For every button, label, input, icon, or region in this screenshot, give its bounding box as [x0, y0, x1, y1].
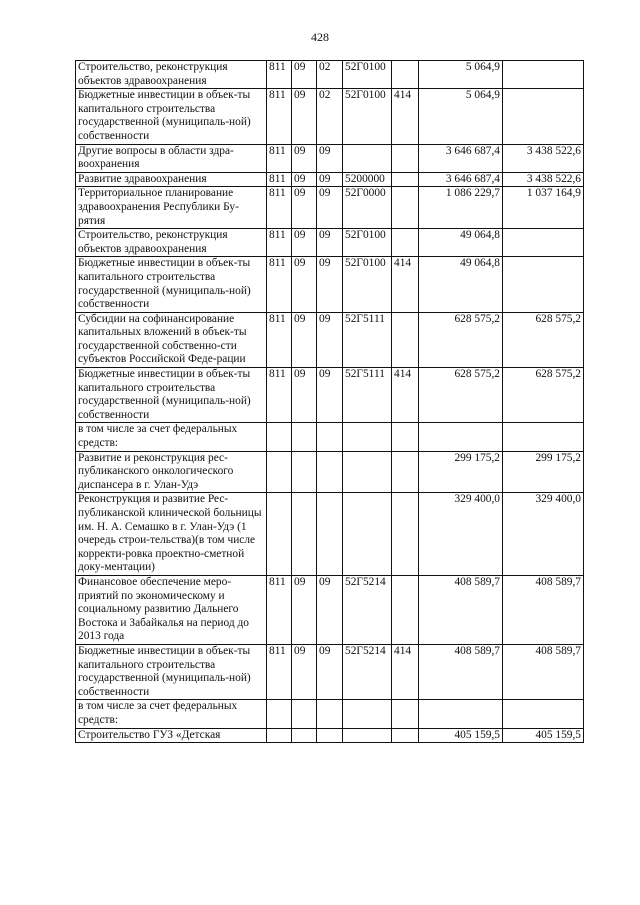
table-row	[76, 700, 584, 728]
row-code-target: 52Г5214	[343, 644, 392, 699]
row-code-section: 09	[292, 229, 317, 257]
row-name: Строительство, реконструкция объектов здравоохранения	[76, 229, 267, 257]
row-code-ministry	[267, 700, 292, 728]
row-code-target: 52Г0100	[343, 89, 392, 144]
row-code-section	[292, 728, 317, 743]
row-code-subsection: 09	[317, 368, 343, 423]
row-code-target	[343, 700, 392, 728]
table-row	[76, 644, 584, 699]
table-row	[76, 368, 584, 423]
row-code-section	[292, 451, 317, 493]
row-code-subsection	[317, 493, 343, 576]
row-code-type: 414	[392, 368, 419, 423]
row-code-section: 09	[292, 144, 317, 172]
row-code-type	[392, 61, 419, 89]
row-code-ministry: 811	[267, 172, 292, 187]
row-code-target: 5200000	[343, 172, 392, 187]
row-value-year1: 408 589,7	[419, 575, 503, 644]
row-code-subsection: 09	[317, 644, 343, 699]
row-code-section	[292, 700, 317, 728]
row-value-year2	[503, 89, 584, 144]
row-code-type	[392, 312, 419, 367]
table-row	[76, 575, 584, 644]
row-code-type	[392, 575, 419, 644]
table-row	[76, 451, 584, 493]
row-value-year1: 5 064,9	[419, 89, 503, 144]
row-code-subsection: 09	[317, 172, 343, 187]
row-code-ministry: 811	[267, 312, 292, 367]
row-code-ministry	[267, 451, 292, 493]
row-code-target: 52Г5111	[343, 312, 392, 367]
row-value-year2: 3 438 522,6	[503, 172, 584, 187]
row-name: Бюджетные инвестиции в объек-ты капитального строительства государственной (муниципаль-ной) собственности	[76, 644, 267, 699]
row-code-ministry: 811	[267, 89, 292, 144]
row-value-year1: 628 575,2	[419, 312, 503, 367]
row-code-ministry: 811	[267, 644, 292, 699]
row-code-subsection: 09	[317, 144, 343, 172]
row-value-year2: 3 438 522,6	[503, 144, 584, 172]
row-code-target: 52Г0100	[343, 61, 392, 89]
row-value-year2	[503, 229, 584, 257]
table-row	[76, 728, 584, 743]
row-value-year2	[503, 257, 584, 312]
row-name: Другие вопросы в области здра-воохранения	[76, 144, 267, 172]
table-row	[76, 61, 584, 89]
row-value-year2	[503, 700, 584, 728]
row-value-year1: 5 064,9	[419, 61, 503, 89]
row-code-target	[343, 728, 392, 743]
row-code-subsection: 09	[317, 312, 343, 367]
row-value-year1: 299 175,2	[419, 451, 503, 493]
budget-table	[75, 60, 584, 743]
row-value-year1: 1 086 229,7	[419, 187, 503, 229]
row-code-section: 09	[292, 61, 317, 89]
row-code-type	[392, 451, 419, 493]
row-code-subsection	[317, 451, 343, 493]
row-code-type: 414	[392, 257, 419, 312]
row-code-type	[392, 172, 419, 187]
row-code-ministry: 811	[267, 61, 292, 89]
row-value-year2	[503, 61, 584, 89]
row-value-year2: 405 159,5	[503, 728, 584, 743]
row-name: Бюджетные инвестиции в объек-ты капитального строительства государственной (муниципаль-ной) собственности	[76, 257, 267, 312]
row-name: в том числе за счет федеральных средств:	[76, 700, 267, 728]
page-number: 428	[311, 30, 329, 44]
row-code-ministry	[267, 493, 292, 576]
table-row	[76, 312, 584, 367]
row-value-year2: 408 589,7	[503, 644, 584, 699]
row-code-target: 52Г0100	[343, 229, 392, 257]
table-row	[76, 89, 584, 144]
row-name: Бюджетные инвестиции в объек-ты капитального строительства государственной (муниципаль-ной) собственности	[76, 368, 267, 423]
row-name: Развитие здравоохранения	[76, 172, 267, 187]
row-value-year1: 3 646 687,4	[419, 172, 503, 187]
row-code-ministry: 811	[267, 368, 292, 423]
row-name: Реконструкция и развитие Рес-публиканской клинической больницы им. Н. А. Семашко в г. Улан-Удэ (1 очередь строи-тельства)(в том числе корректи-ровка проектно-сметной доку-ментации)	[76, 493, 267, 576]
row-code-type: 414	[392, 644, 419, 699]
row-code-subsection	[317, 423, 343, 451]
row-value-year1: 408 589,7	[419, 644, 503, 699]
row-code-type	[392, 187, 419, 229]
row-value-year1	[419, 423, 503, 451]
row-value-year2: 1 037 164,9	[503, 187, 584, 229]
row-code-section: 09	[292, 89, 317, 144]
table-row	[76, 229, 584, 257]
row-code-section	[292, 493, 317, 576]
row-code-section: 09	[292, 368, 317, 423]
row-code-subsection	[317, 728, 343, 743]
row-code-type: 414	[392, 89, 419, 144]
row-code-type	[392, 728, 419, 743]
row-code-section	[292, 423, 317, 451]
row-code-target	[343, 451, 392, 493]
row-code-target	[343, 423, 392, 451]
row-code-type	[392, 229, 419, 257]
row-code-section: 09	[292, 187, 317, 229]
row-code-type	[392, 423, 419, 451]
row-code-ministry: 811	[267, 229, 292, 257]
row-name: в том числе за счет федеральных средств:	[76, 423, 267, 451]
row-code-target: 52Г0100	[343, 257, 392, 312]
row-value-year2: 329 400,0	[503, 493, 584, 576]
row-code-ministry	[267, 423, 292, 451]
row-name: Развитие и реконструкция рес-публиканского онкологического диспансера в г. Улан-Удэ	[76, 451, 267, 493]
row-code-ministry: 811	[267, 144, 292, 172]
row-code-target: 52Г0000	[343, 187, 392, 229]
row-code-subsection: 09	[317, 187, 343, 229]
row-code-section: 09	[292, 257, 317, 312]
row-code-subsection: 09	[317, 575, 343, 644]
table-row	[76, 187, 584, 229]
row-name: Строительство, реконструкция объектов здравоохранения	[76, 61, 267, 89]
row-code-section: 09	[292, 575, 317, 644]
row-code-ministry	[267, 728, 292, 743]
table-row	[76, 144, 584, 172]
row-name: Территориальное планирование здравоохранения Республики Бу-рятия	[76, 187, 267, 229]
row-value-year1: 49 064,8	[419, 257, 503, 312]
row-name: Финансовое обеспечение меро-приятий по экономическому и социальному развитию Дальнего Востока и Забайкалья на период до 2013 года	[76, 575, 267, 644]
row-code-section: 09	[292, 644, 317, 699]
row-code-subsection: 02	[317, 61, 343, 89]
row-name: Бюджетные инвестиции в объек-ты капитального строительства государственной (муниципаль-ной) собственности	[76, 89, 267, 144]
row-value-year1: 49 064,8	[419, 229, 503, 257]
row-value-year2: 408 589,7	[503, 575, 584, 644]
row-code-target: 52Г5214	[343, 575, 392, 644]
row-value-year2: 628 575,2	[503, 368, 584, 423]
row-code-subsection	[317, 700, 343, 728]
row-code-section: 09	[292, 312, 317, 367]
row-code-subsection: 09	[317, 229, 343, 257]
row-code-target	[343, 144, 392, 172]
row-value-year1	[419, 700, 503, 728]
row-value-year1: 329 400,0	[419, 493, 503, 576]
row-name: Субсидии на софинансирование капитальных вложений в объек-ты государственной собственно-сти субъектов Российской Феде-рации	[76, 312, 267, 367]
table-row	[76, 423, 584, 451]
row-code-section: 09	[292, 172, 317, 187]
row-code-type	[392, 700, 419, 728]
row-value-year2: 628 575,2	[503, 312, 584, 367]
table-row	[76, 257, 584, 312]
row-code-subsection: 02	[317, 89, 343, 144]
row-code-ministry: 811	[267, 187, 292, 229]
row-value-year2: 299 175,2	[503, 451, 584, 493]
row-code-subsection: 09	[317, 257, 343, 312]
table-row	[76, 172, 584, 187]
row-code-target: 52Г5111	[343, 368, 392, 423]
table-row	[76, 493, 584, 576]
row-value-year1: 405 159,5	[419, 728, 503, 743]
row-code-ministry: 811	[267, 257, 292, 312]
row-code-type	[392, 493, 419, 576]
row-code-target	[343, 493, 392, 576]
row-code-ministry: 811	[267, 575, 292, 644]
row-name: Строительство ГУЗ «Детская	[76, 728, 267, 743]
row-value-year2	[503, 423, 584, 451]
row-value-year1: 628 575,2	[419, 368, 503, 423]
row-code-type	[392, 144, 419, 172]
row-value-year1: 3 646 687,4	[419, 144, 503, 172]
